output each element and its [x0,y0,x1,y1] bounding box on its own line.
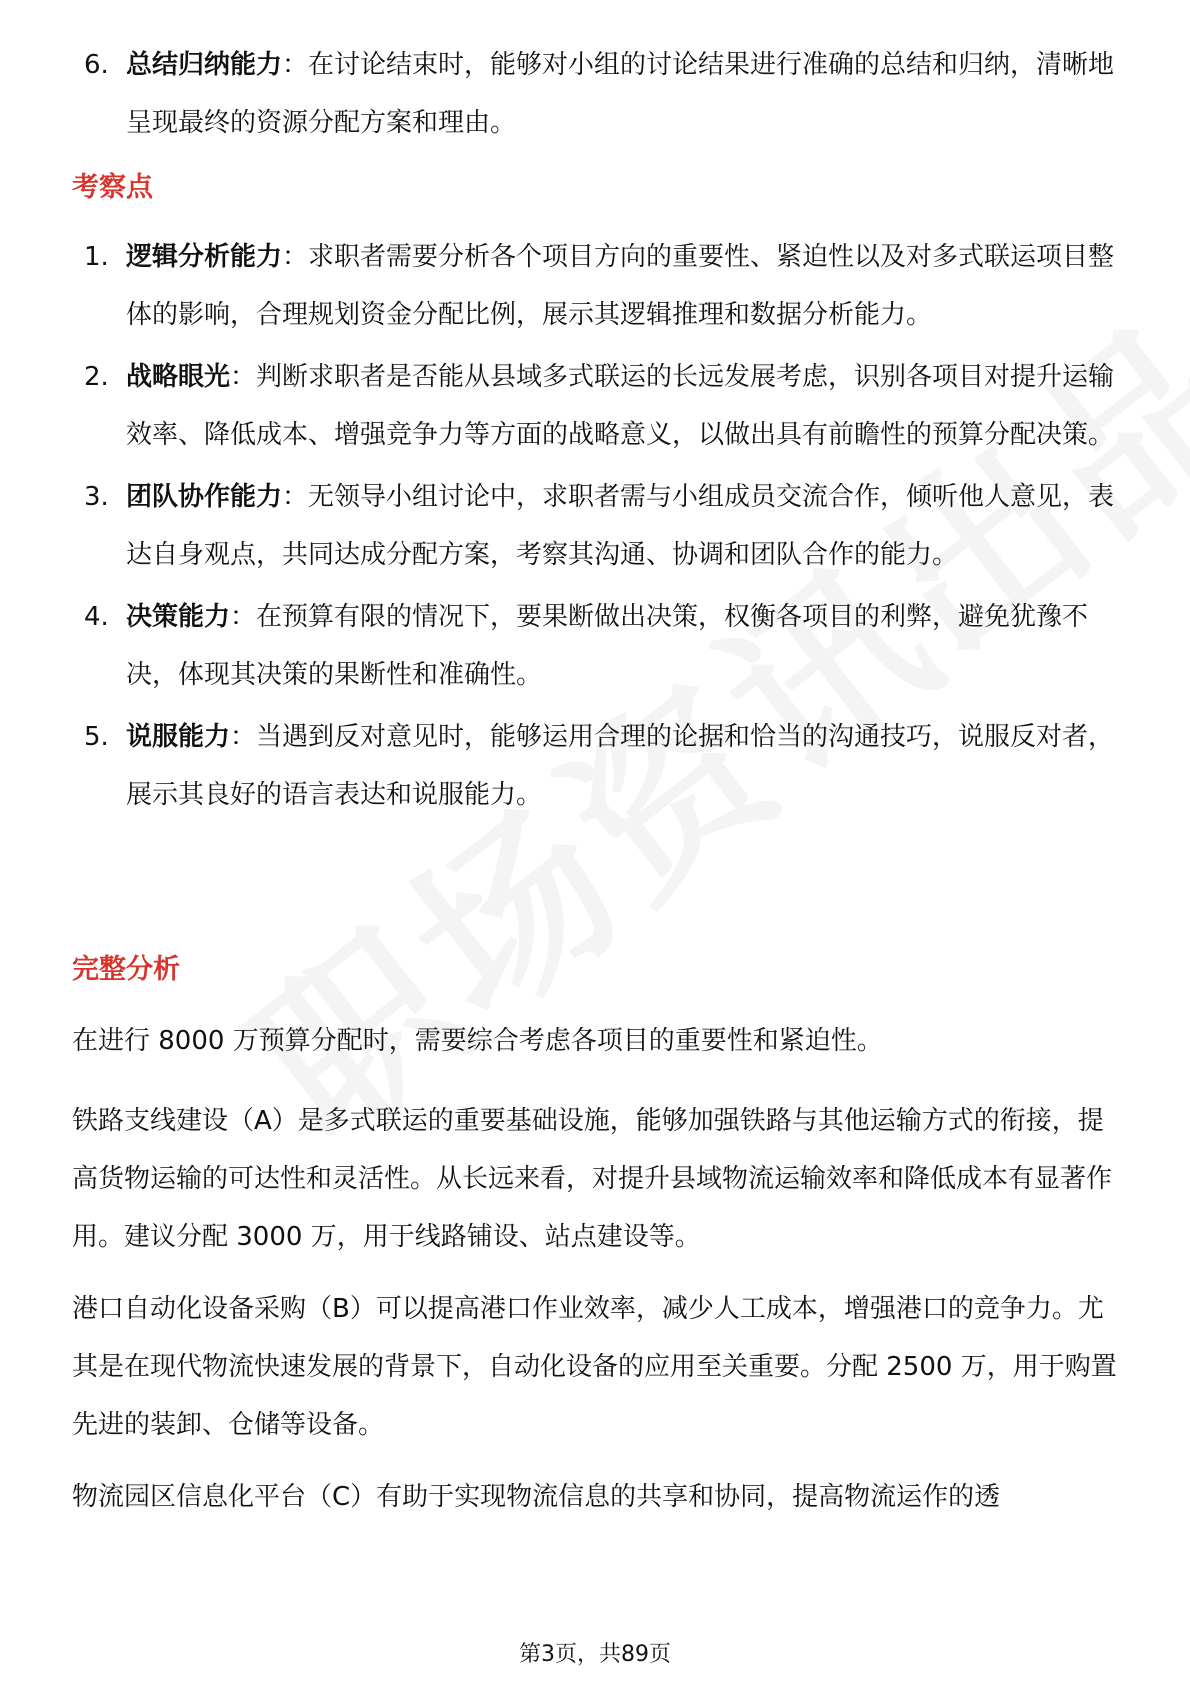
list-item [0,468,1190,584]
list-item [0,228,1190,344]
list-term: 逻辑分析能力 [126,242,283,272]
top-list [0,36,1190,152]
list-item [0,36,1190,152]
list-term: 说服能力 [126,722,231,752]
list-number: 5. [84,722,109,752]
list-item [0,588,1190,704]
page-footer: 第3页，共89页 [519,1642,671,1667]
paragraph: 港口自动化设备采购（B）可以提高港口作业效率，减少人工成本，增强港口的竞争力。尤其是在现代物流快速发展的背景下，自动化设备的应用至关重要。分配 2500 万，用于购置先进的装卸、仓储等设备。 [72,1294,1117,1440]
list-text: ：在预算有限的情况下，要果断做出决策，权衡各项目的利弊，避免犹豫不决，体现其决策的果断性和准确性。 [126,602,1089,690]
list-number: 1. [84,242,109,272]
list-item [0,708,1190,824]
list-term: 团队协作能力 [126,482,283,512]
list-text: ：在讨论结束时，能够对小组的讨论结果进行准确的总结和归纳，清晰地呈现最终的资源分配方案和理由。 [126,50,1115,138]
list-text: ：当遇到反对意见时，能够运用合理的论据和恰当的沟通技巧，说服反对者，展示其良好的语言表达和说服能力。 [126,722,1115,810]
list-number: 3. [84,482,109,512]
list-item [0,348,1190,464]
list-text: ：无领导小组讨论中，求职者需与小组成员交流合作，倾听他人意见，表达自身观点，共同达成分配方案，考察其沟通、协调和团队合作的能力。 [126,482,1115,570]
list-term: 战略眼光 [126,362,231,392]
list-number: 6. [84,50,109,80]
paragraph: 在进行 8000 万预算分配时，需要综合考虑各项目的重要性和紧迫性。 [72,1026,883,1056]
section-heading-full-analysis: 完整分析 [72,954,180,985]
list-term: 总结归纳能力 [126,50,283,80]
section-heading-inspection-points: 考察点 [72,172,153,203]
inspection-points-list [0,228,1190,824]
list-number: 4. [84,602,109,632]
paragraph: 铁路支线建设（A）是多式联运的重要基础设施，能够加强铁路与其他运输方式的衔接，提高货物运输的可达性和灵活性。从长远来看，对提升县域物流运输效率和降低成本有显著作用。建议分配 3000 万，用于线路铺设、站点建设等。 [72,1106,1113,1252]
list-term: 决策能力 [126,602,231,632]
paragraph: 物流园区信息化平台（C）有助于实现物流信息的共享和协同，提高物流运作的透 [72,1482,1001,1512]
list-text: ：判断求职者是否能从县域多式联运的长远发展考虑，识别各项目对提升运输效率、降低成本、增强竞争力等方面的战略意义，以做出具有前瞻性的预算分配决策。 [126,362,1115,450]
list-text: ：求职者需要分析各个项目方向的重要性、紧迫性以及对多式联运项目整体的影响，合理规划资金分配比例，展示其逻辑推理和数据分析能力。 [126,242,1115,330]
list-number: 2. [84,362,109,392]
